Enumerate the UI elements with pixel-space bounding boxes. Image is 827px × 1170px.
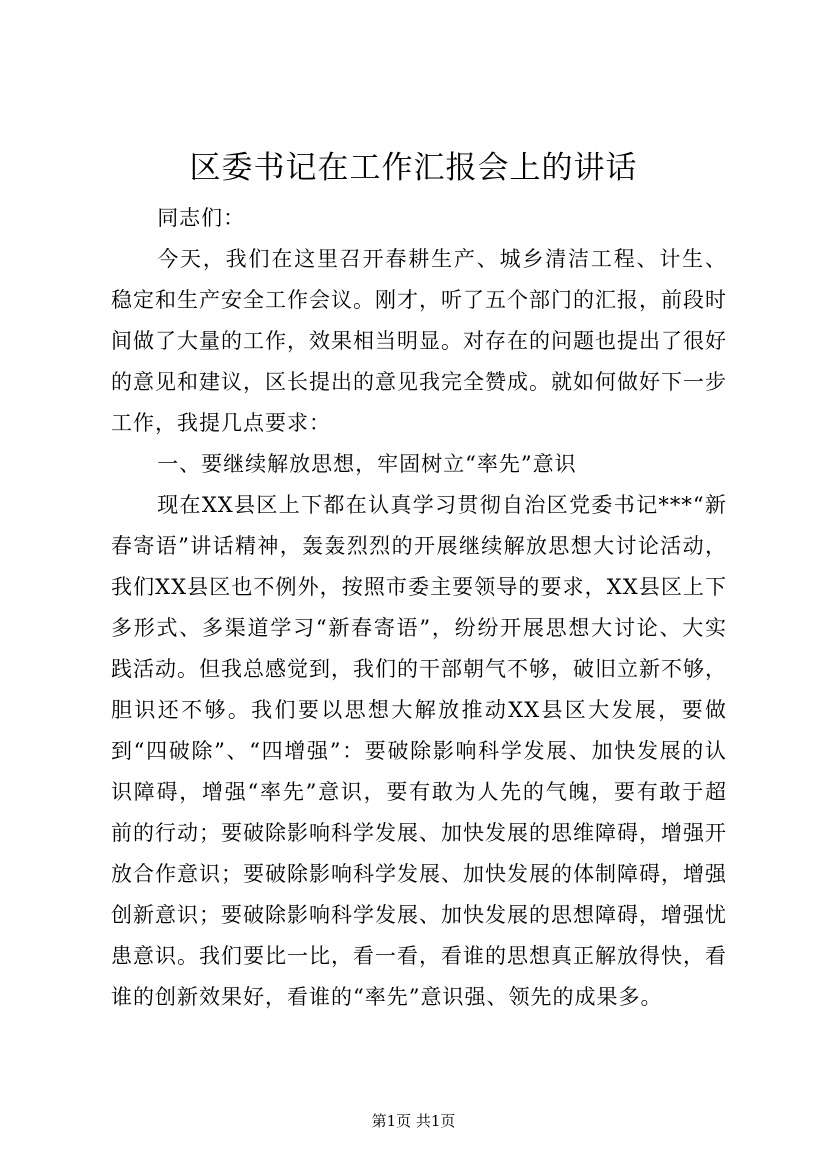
document-title: 区委书记在工作汇报会上的讲话: [189, 150, 638, 186]
section-heading: 一、要继续解放思想，牢固树立“率先”意识: [157, 452, 577, 476]
paragraph-section-one: 现在XX县区上下都在认真学习贯彻自治区党委书记***“新春寄语”讲话精神，轰轰烈烈的开展继续解放思想大讨论活动，我们XX县区也不例外，按照市委主要领导的要求，XX县区上下多形式、多渠道学习“新春寄语”，纷纷开展思想大讨论、大实践活动。但我总感觉到，我们的干部朝气不够，破旧立新不够，胆识还不够。我们要以思想大解放推动XX县区大发展，要做到“四破除”、“四增强”：要破除影响科学发展、加快发展的认识障碍，增强“率先”意识，要有敢为人先的气魄，要有敢于超前的行动；要破除影响科学发展、加快发展的思维障碍，增强开放合作意识；要破除影响科学发展、加快发展的体制障碍，增强创新意识；要破除影响科学发展、加快发展的思想障碍，增强忧患意识。我们要比一比，看一看，看谁的思想真正解放得快，看谁的创新效果好，看谁的“率先”意识强、领先的成果多。: [111, 493, 727, 1009]
page-footer: 第1页 共1页: [371, 1112, 456, 1130]
salutation: 同志们：: [157, 206, 246, 230]
paragraph-intro: 今天，我们在这里召开春耕生产、城乡清洁工程、计生、稳定和生产安全工作会议。刚才，听了五个部门的汇报，前段时间做了大量的工作，效果相当明显。对存在的问题也提出了很好的意见和建议，区长提出的意见我完全赞成。就如何做好下一步工作，我提几点要求：: [111, 247, 727, 435]
document-body: [111, 198, 727, 1018]
